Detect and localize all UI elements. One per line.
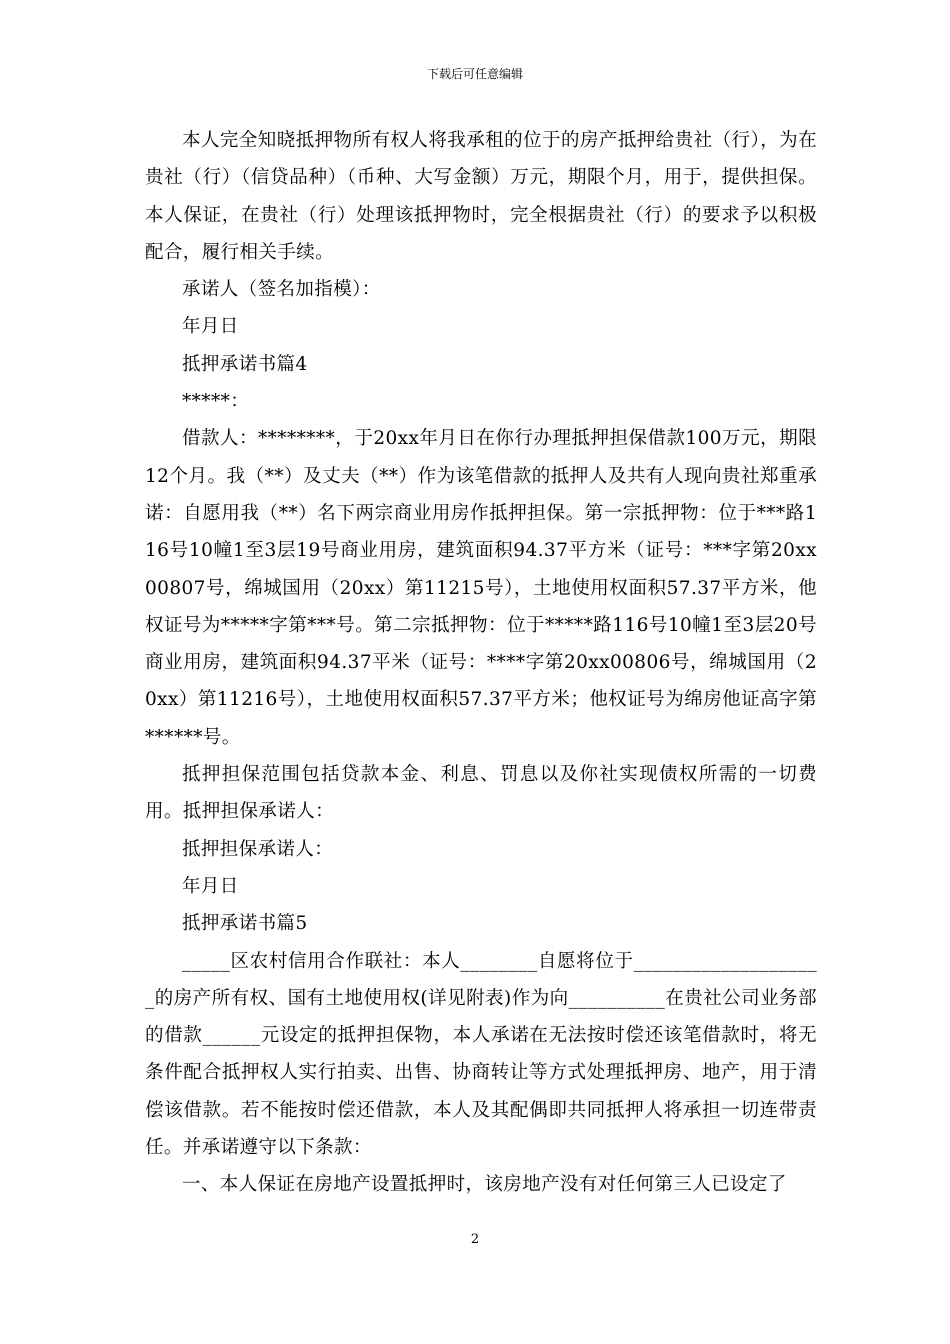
page-number: 2 xyxy=(470,1232,480,1247)
paragraph-addressee: *****： xyxy=(182,391,250,413)
paragraph-date-2: 年月日 xyxy=(182,875,239,897)
paragraph-signature-line: 承诺人（签名加指模）： xyxy=(182,279,381,301)
paragraph-borrower: 借款人：********，于20xx年月日在你行办理抵押担保借款100万元，期限12个月。我（**）及丈夫（**）作为该笔借款的抵押人及共有人现向贵社郑重承诺：自愿用我（**）名下两宗商业用房作抵押担保。第一宗抵押物：位于***路116号10幢1至3层19号商业用房，建筑面积94.37平方米（证号：***字第20xx00807号，绵城国用（20xx）第11215号），土地使用权面积57.37平方米，他权证号为*****字第***号。第二宗抵押物：位于*****路116号10幢1至3层20号商业用房，建筑面积94.37平米（证号：****字第20xx00806号，绵城国用（20xx）第11216号），土地使用权面积57.37平方米；他权证号为绵房他证高字第******号。 xyxy=(145,428,817,748)
section-title-5: 抵押承诺书篇5 xyxy=(182,913,308,935)
paragraph-date: 年月日 xyxy=(182,316,239,338)
paragraph-scope: 抵押担保范围包括贷款本金、利息、罚息以及你社实现债权所需的一切费用。抵押担保承诺人： xyxy=(145,764,817,823)
paragraph-guarantor: 抵押担保承诺人： xyxy=(182,838,334,860)
page-header: 下载后可任意编辑 xyxy=(426,67,523,81)
paragraph-commitment-lease: 本人完全知晓抵押物所有权人将我承租的位于的房产抵押给贵社（行），为在贵社（行）（信贷品种）（币种、大写金额）万元，期限个月，用于，提供担保。本人保证，在贵社（行）处理该抵押物时，完全根据贵社（行）的要求予以积极配合，履行相关手续。 xyxy=(145,130,817,263)
document-body xyxy=(145,122,817,1204)
section-title-4: 抵押承诺书篇4 xyxy=(182,353,308,375)
paragraph-clause-1: 一、本人保证在房地产设置抵押时，该房地产没有对任何第三人已设定了 xyxy=(182,1174,787,1196)
paragraph-credit-union: _____区农村信用合作联社：本人________自愿将位于____________________的房产所有权、国有土地使用权(详见附表)作为向__________在贵社公司业务部的借款______元设定的抵押担保物，本人承诺在无法按时偿还该笔借款时，将无条件配合抵押权人实行拍卖、出售、协商转让等方式处理抵押房、地产，用于清偿该借款。若不能按时偿还借款，本人及其配偶即共同抵押人将承担一切连带责任。并承诺遵守以下条款： xyxy=(145,950,817,1159)
